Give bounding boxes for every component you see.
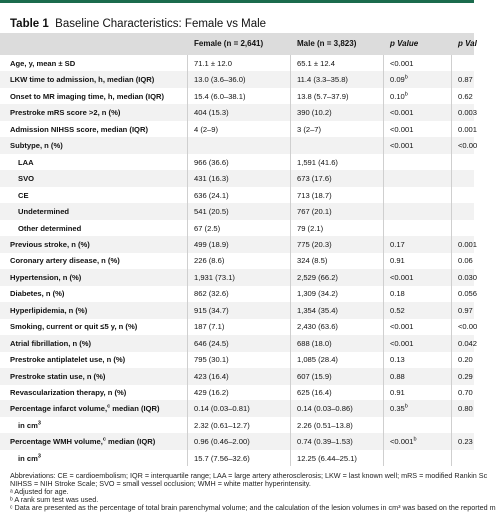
column-divider [290, 55, 291, 466]
p-value [390, 388, 405, 397]
p-value-text: 0.17 [390, 239, 405, 249]
p-value [390, 273, 413, 282]
row-label-text: Other determined [18, 223, 82, 233]
footnote-marker: c [107, 403, 111, 410]
row-label [18, 191, 29, 200]
female-value-text: 226 (8.6) [194, 256, 225, 266]
female-value-text: 404 (15.3) [194, 108, 229, 118]
male-value-text: 1,309 (34.2) [297, 289, 338, 299]
male-value-text: 688 (18.0) [297, 338, 332, 348]
female-value-text: 2.32 (0.61–12.7) [194, 420, 250, 430]
p-value [390, 339, 413, 348]
p-value [390, 404, 408, 413]
p-value-2 [458, 92, 473, 101]
p-value-2-text: 0.97 [458, 305, 473, 315]
footnote-marker: b [404, 403, 408, 410]
row-label-text: Undetermined [18, 207, 70, 217]
female-value-text: 423 (16.4) [194, 371, 229, 381]
row-label [10, 141, 63, 150]
p-value-2 [458, 388, 473, 397]
p-value-2 [458, 240, 477, 249]
row-label-text: Onset to MR imaging time, h, median (IQR) [10, 91, 164, 101]
female-value [194, 256, 224, 265]
male-value-text: 713 (18.7) [297, 190, 332, 200]
p-value [390, 437, 417, 446]
male-value [297, 174, 332, 183]
p-value-text: 0.91 [390, 256, 405, 266]
p-value-text: <0.001 [390, 322, 414, 332]
male-value-text: 1,085 (28.4) [297, 355, 338, 365]
p-value-text: <0.001 [390, 338, 414, 348]
male-value [297, 404, 353, 413]
p-value [390, 256, 405, 265]
male-value-text: 625 (16.4) [297, 388, 332, 397]
female-value [194, 322, 224, 331]
female-value-text: 636 (24.1) [194, 190, 229, 200]
female-value-text: 4 (2–9) [194, 124, 219, 134]
footnote-marker: b [404, 91, 408, 98]
p-value-text: <0.001 [390, 141, 414, 151]
p-value [390, 372, 405, 381]
footnote: ᵃ Adjusted for age. [10, 487, 69, 496]
row-label-text: CE [18, 190, 29, 200]
table-row [0, 384, 474, 401]
row-label-text: Subtype, n (%) [10, 141, 63, 151]
p-value [390, 75, 408, 84]
p-value [390, 141, 413, 150]
row-label-text: Percentage infarct volume, [10, 404, 108, 414]
p-value-2 [458, 256, 473, 265]
female-value [194, 355, 229, 364]
footnote-marker: b [413, 436, 417, 443]
row-label [18, 158, 34, 167]
p-value-2-text: 0.06 [458, 256, 473, 266]
p-value-text: 0.13 [390, 355, 405, 365]
female-value [194, 207, 229, 216]
row-label [10, 437, 155, 446]
row-label-text: Prestroke mRS score >2, n (%) [10, 108, 121, 118]
row-label [18, 421, 41, 430]
p-value-text: 0.88 [390, 371, 405, 381]
p-value-2-text: 0.62 [458, 91, 473, 101]
p-value-2-text: 0.80 [458, 404, 473, 414]
female-value-text: 1,931 (73.1) [194, 272, 235, 282]
p-value [390, 92, 408, 101]
p-value [390, 306, 405, 315]
female-value [194, 289, 229, 298]
row-label [18, 224, 81, 233]
p-value-2-text: 0.29 [458, 371, 473, 381]
female-value-text: 966 (36.6) [194, 157, 229, 167]
row-label [10, 322, 137, 331]
male-value [297, 191, 332, 200]
male-value-text: 11.4 (3.3–35.8) [297, 75, 348, 85]
female-value-text: 795 (30.1) [194, 355, 229, 365]
row-label [10, 108, 120, 117]
table-row [0, 252, 474, 269]
column-divider [187, 55, 188, 466]
male-value [297, 158, 338, 167]
male-value [297, 207, 332, 216]
male-value-text: 775 (20.3) [297, 239, 332, 249]
p-value-2-text: <0.00 [458, 141, 478, 151]
table-row [0, 318, 478, 335]
row-label [18, 207, 69, 216]
male-value [297, 59, 335, 68]
footnote: ᵇ A rank sum test was used. [10, 495, 99, 504]
male-value [297, 108, 332, 117]
row-label-text: Atrial fibrillation, n (%) [10, 338, 91, 348]
table-title [10, 18, 266, 30]
male-value [297, 224, 323, 233]
row-label-text: in cm [18, 453, 38, 463]
male-value-text: 673 (17.6) [297, 174, 332, 184]
p-value-2-text: 0.003 [458, 108, 478, 118]
female-value-text: 67 (2.5) [194, 223, 221, 233]
male-value [297, 388, 332, 397]
p-value-2 [458, 75, 473, 84]
p-value-2 [458, 404, 473, 413]
p-value-text: 0.52 [390, 305, 405, 315]
male-value [297, 75, 348, 84]
female-value [194, 191, 229, 200]
female-value [194, 388, 229, 397]
table-row [0, 335, 478, 352]
table-row [0, 417, 474, 434]
p-value-2-text: <0.00 [458, 322, 478, 332]
male-value-text: 2.26 (0.51–13.8) [297, 420, 353, 430]
table-row [0, 154, 474, 171]
table-row [0, 269, 478, 286]
header-male: Male (n = 3,823) [297, 39, 357, 48]
male-value [297, 454, 357, 463]
row-label-text: Prestroke statin use, n (%) [10, 371, 106, 381]
female-value [194, 92, 246, 101]
table-row [0, 220, 474, 237]
female-value [194, 158, 229, 167]
header-p-value-2: p Val [458, 39, 477, 48]
male-value-text: 12.25 (6.44–25.1) [297, 453, 357, 463]
table-row [0, 450, 474, 467]
p-value-2 [458, 355, 473, 364]
female-value-text: 499 (18.9) [194, 239, 229, 249]
p-value-2 [458, 306, 473, 315]
female-value-text: 0.96 (0.46–2.00) [194, 437, 250, 447]
female-value [194, 273, 235, 282]
header-p-value: p Value [390, 39, 419, 48]
row-label [10, 306, 87, 315]
p-value-text: 0.91 [390, 388, 405, 397]
p-value-2-text: 0.23 [458, 437, 473, 447]
table-row [0, 351, 474, 368]
row-label [18, 174, 34, 183]
p-value-2 [458, 437, 473, 446]
male-value [297, 273, 338, 282]
female-value-text: 187 (7.1) [194, 322, 225, 332]
male-value [297, 322, 338, 331]
row-label [10, 355, 125, 364]
male-value [297, 256, 327, 265]
female-value-text: 71.1 ± 12.0 [194, 59, 232, 68]
table-row [0, 71, 474, 88]
table-row [0, 400, 474, 417]
p-value-2-text: 0.001 [458, 239, 478, 249]
row-label-text: Diabetes, n (%) [10, 289, 65, 299]
row-label-text: SVO [18, 174, 35, 184]
row-label [10, 388, 126, 397]
row-label-text: Age, y, mean ± SD [10, 59, 76, 68]
male-value [297, 355, 338, 364]
footnote-marker: 3 [37, 420, 41, 427]
male-value-text: 65.1 ± 12.4 [297, 59, 335, 68]
row-label [10, 289, 64, 298]
row-label [10, 125, 148, 134]
male-value-text: 13.8 (5.7–37.9) [297, 91, 349, 101]
female-value-text: 0.14 (0.03–0.81) [194, 404, 250, 414]
female-value-text: 13.0 (3.6–36.0) [194, 75, 246, 85]
male-value [297, 339, 332, 348]
female-value [194, 437, 250, 446]
male-value-text: 79 (2.1) [297, 223, 324, 233]
male-value-text: 2,430 (63.6) [297, 322, 338, 332]
female-value-text: 431 (16.3) [194, 174, 229, 184]
p-value-2-text: 0.87 [458, 75, 473, 85]
table-header [0, 33, 477, 55]
female-value [194, 59, 232, 68]
female-value [194, 454, 250, 463]
column-divider [451, 55, 452, 466]
table-row [0, 170, 474, 187]
p-value [390, 240, 405, 249]
p-value-text: <0.001 [390, 437, 414, 447]
row-label-text: LKW time to admission, h, median (IQR) [10, 75, 155, 85]
female-value-text: 15.4 (6.0–38.1) [194, 91, 246, 101]
male-value-text: 2,529 (66.2) [297, 272, 338, 282]
male-value-text: 3 (2–7) [297, 124, 322, 134]
p-value-2-text: 0.001 [458, 124, 478, 134]
row-label-text: Revascularization therapy, n (%) [10, 388, 127, 397]
p-value-text: 0.09 [390, 75, 405, 85]
p-value [390, 355, 405, 364]
p-value-2-text: 0.042 [458, 338, 478, 348]
row-label [10, 240, 90, 249]
p-value-2 [458, 273, 477, 282]
female-value [194, 404, 250, 413]
p-value-2-text: 0.030 [458, 272, 478, 282]
female-value [194, 240, 229, 249]
p-value-2 [458, 141, 477, 150]
p-value [390, 289, 405, 298]
female-value-text: 862 (32.6) [194, 289, 229, 299]
male-value [297, 289, 338, 298]
male-value-text: 0.14 (0.03–0.86) [297, 404, 353, 414]
p-value [390, 59, 413, 68]
male-value-text: 767 (20.1) [297, 207, 332, 217]
table-row [0, 104, 478, 121]
male-value-text: 390 (10.2) [297, 108, 332, 118]
footnote: ᶜ Data are presented as the percentage of total brain parenchymal volume; and the calculation of the lesion volumes in cm³ was based on the reported m [10, 503, 496, 512]
p-value [390, 108, 413, 117]
footnote: NIHSS = NIH Stroke Scale; SVO = small vessel occlusion; WMH = white matter hyperintensity. [10, 479, 311, 488]
p-value-2-text: 0.70 [458, 388, 473, 397]
footnote-marker: c [102, 436, 106, 443]
row-label-text: Coronary artery disease, n (%) [10, 256, 120, 266]
female-value [194, 75, 246, 84]
table-row [0, 302, 474, 319]
male-value [297, 372, 332, 381]
table-row [0, 236, 478, 253]
p-value-2-text: 0.20 [458, 355, 473, 365]
table-row [0, 203, 474, 220]
table-row [0, 433, 474, 450]
p-value-2 [458, 289, 477, 298]
female-value [194, 306, 229, 315]
female-value [194, 125, 218, 134]
row-label-text: Percentage WMH volume, [10, 437, 103, 447]
row-label-tail: median (IQR) [110, 404, 160, 414]
male-value-text: 1,354 (35.4) [297, 305, 338, 315]
row-label [10, 404, 160, 413]
table-label: Table 1 [10, 18, 49, 30]
row-label-text: in cm [18, 420, 38, 430]
p-value-text: <0.001 [390, 108, 414, 118]
p-value-text: 0.18 [390, 289, 405, 299]
footnote: Abbreviations: CE = cardioembolism; IQR = interquartile range; LAA = large artery atherosclerosis; LKW = last known well; mRS = modified Rankin Sc [10, 471, 488, 480]
footnote-marker: b [404, 74, 408, 81]
p-value-2 [458, 339, 477, 348]
row-label [10, 339, 91, 348]
male-value [297, 437, 353, 446]
table-row [0, 187, 474, 204]
row-label-text: Hyperlipidemia, n (%) [10, 305, 88, 315]
table-row [0, 137, 478, 154]
table-row [0, 121, 478, 138]
male-value [297, 92, 349, 101]
female-value-text: 646 (24.5) [194, 338, 229, 348]
female-value [194, 421, 250, 430]
row-label-text: Admission NIHSS score, median (IQR) [10, 124, 148, 134]
title-bar [0, 0, 474, 32]
row-label-text: Hypertension, n (%) [10, 272, 82, 282]
p-value-text: 0.35 [390, 404, 405, 414]
row-label [10, 372, 105, 381]
p-value-2 [458, 125, 477, 134]
header-female: Female (n = 2,641) [194, 39, 264, 48]
female-value-text: 915 (34.7) [194, 305, 229, 315]
p-value-2 [458, 322, 477, 331]
female-value [194, 372, 229, 381]
female-value [194, 108, 229, 117]
footnote-marker: 3 [37, 453, 41, 460]
p-value-text: <0.001 [390, 272, 414, 282]
row-label [10, 75, 154, 84]
female-value [194, 224, 220, 233]
p-value-2 [458, 108, 477, 117]
table-row [0, 368, 474, 385]
table-row [0, 88, 474, 105]
p-value-2-text: 0.056 [458, 289, 478, 299]
male-value [297, 421, 353, 430]
table-row [0, 285, 478, 302]
male-value [297, 240, 332, 249]
male-value-text: 607 (15.9) [297, 371, 332, 381]
p-value-text: 0.10 [390, 91, 405, 101]
row-label-text: LAA [18, 157, 34, 167]
male-value [297, 306, 338, 315]
row-label [10, 92, 164, 101]
table-row [0, 55, 474, 72]
p-value [390, 322, 413, 331]
table-caption: Baseline Characteristics: Female vs Male [55, 18, 267, 30]
p-value-text: <0.001 [390, 124, 414, 134]
p-value [390, 125, 413, 134]
row-label-text: Prestroke antiplatelet use, n (%) [10, 355, 126, 365]
row-label-text: Previous stroke, n (%) [10, 239, 90, 249]
row-label [10, 273, 81, 282]
female-value [194, 174, 229, 183]
female-value [194, 339, 229, 348]
p-value-text: <0.001 [390, 59, 414, 68]
column-divider [383, 55, 384, 466]
male-value-text: 324 (8.5) [297, 256, 328, 266]
row-label-tail: median (IQR) [105, 437, 156, 447]
female-value-text: 541 (20.5) [194, 207, 229, 217]
row-label [18, 454, 41, 463]
female-value-text: 15.7 (7.56–32.6) [194, 453, 250, 463]
male-value-text: 1,591 (41.6) [297, 157, 338, 167]
p-value-2 [458, 372, 473, 381]
male-value [297, 125, 321, 134]
row-label-text: Smoking, current or quit ≤5 y, n (%) [10, 322, 138, 332]
row-label [10, 256, 120, 265]
male-value-text: 0.74 (0.39–1.53) [297, 437, 353, 447]
female-value-text: 429 (16.2) [194, 388, 229, 397]
row-label [10, 59, 75, 68]
